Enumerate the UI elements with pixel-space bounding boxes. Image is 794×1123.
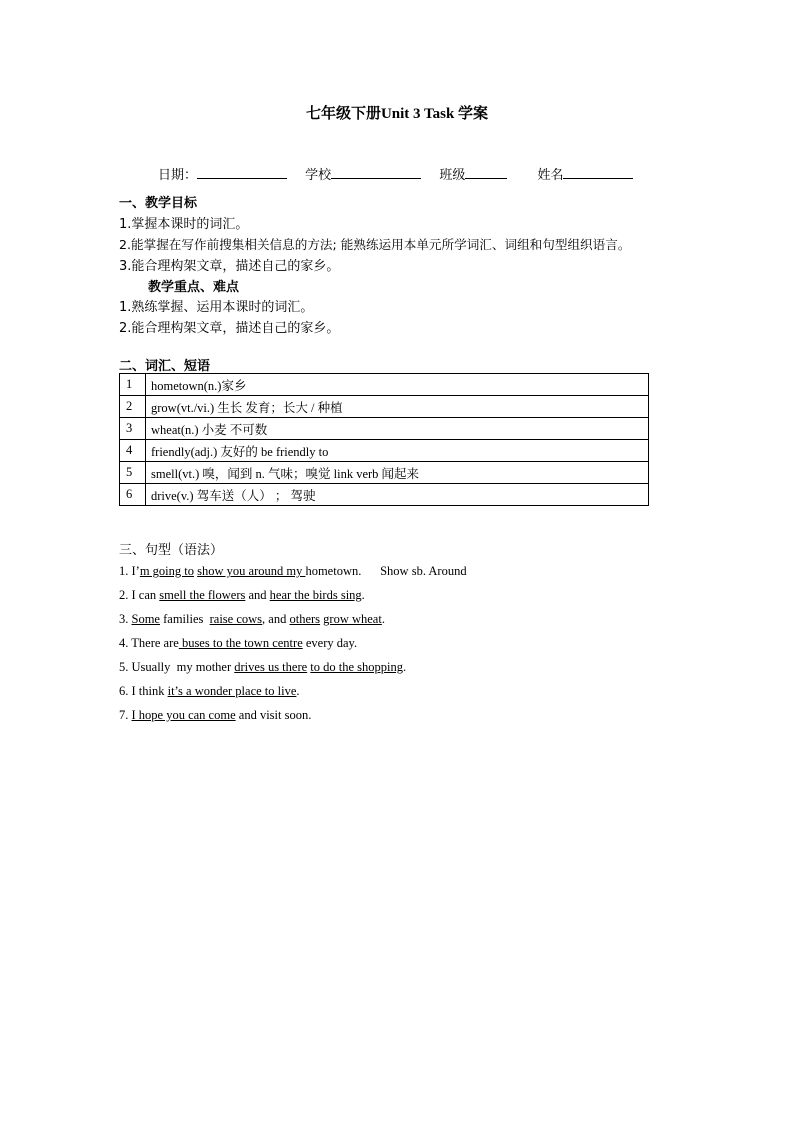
table-row: [120, 462, 649, 484]
row-number: 2: [120, 396, 146, 418]
student-info-line: [158, 164, 633, 183]
sentence-text: hometown. Show sb. Around: [305, 564, 467, 578]
row-text: grow(vt./vi.) 生长 发育；长大 / 种植: [146, 396, 649, 418]
school-blank[interactable]: [331, 164, 421, 179]
name-label: 姓名: [537, 168, 564, 183]
sentence-text: families: [159, 612, 210, 626]
section-heading-objectives: 一、教学目标: [119, 196, 198, 211]
sentence-text: 4. There are: [119, 636, 179, 650]
sentence-text: .: [296, 684, 300, 698]
row-text: smell(vt.) 嗅，闻到 n. 气味；嗅觉 link verb 闻起来: [146, 462, 649, 484]
sentence-item: [119, 708, 311, 723]
sentence-text: 6. I think: [119, 684, 168, 698]
sentence-item: [119, 612, 385, 627]
sentence-text: 3.: [119, 612, 132, 626]
row-number: 4: [120, 440, 146, 462]
sentence-text: .: [381, 612, 385, 626]
sentence-text: and visit soon.: [235, 708, 312, 722]
underlined-phrase: I hope you can come: [131, 708, 236, 722]
row-number: 1: [120, 374, 146, 396]
sentence-item: [119, 684, 300, 699]
keypoint-item: 2.能合理构架文章，描述自己的家乡。: [119, 321, 340, 336]
sentence-text: , and: [262, 612, 290, 626]
underlined-phrase: m going to: [139, 564, 194, 578]
underlined-phrase: buses to the town centre: [178, 636, 303, 650]
date-label: 日期：: [158, 168, 198, 183]
name-blank[interactable]: [563, 164, 633, 179]
underlined-phrase: Some: [131, 612, 160, 626]
section-heading-vocabulary: 二、词汇、短语: [119, 359, 211, 374]
sentence-text: .: [403, 660, 407, 674]
underlined-phrase: smell the flowers: [159, 588, 246, 602]
row-text: hometown(n.)家乡: [146, 374, 649, 396]
row-number: 5: [120, 462, 146, 484]
date-blank[interactable]: [197, 164, 287, 179]
page-title: 七年级下册Unit 3 Task 学案: [305, 106, 489, 122]
sentence-text: .: [361, 588, 365, 602]
underlined-phrase: it’s a wonder place to live: [167, 684, 297, 698]
sentence-text: 7.: [119, 708, 132, 722]
keypoint-item: 1.熟练掌握、运用本课时的词汇。: [119, 300, 314, 315]
table-row: [120, 484, 649, 506]
sentence-text: 2. I can: [119, 588, 160, 602]
underlined-phrase: grow wheat: [323, 612, 382, 626]
sentence-item: [119, 636, 357, 651]
sentence-item: [119, 660, 406, 675]
objective-item: 1.掌握本课时的词汇。: [119, 217, 249, 232]
table-row: [120, 440, 649, 462]
section-subheading-keypoints: 教学重点、难点: [148, 280, 240, 295]
sentence-text: every day.: [302, 636, 358, 650]
sentence-item: [119, 588, 365, 603]
class-blank[interactable]: [465, 164, 507, 179]
table-row: [120, 396, 649, 418]
underlined-phrase: to do the shopping: [310, 660, 404, 674]
underlined-phrase: raise cows: [209, 612, 263, 626]
underlined-phrase: hear the birds sing: [269, 588, 362, 602]
vocabulary-table: [119, 373, 649, 506]
table-row: [120, 418, 649, 440]
sentence-text: 5. Usually my mother: [119, 660, 235, 674]
row-text: wheat(n.) 小麦 不可数: [146, 418, 649, 440]
objective-item: 3.能合理构架文章，描述自己的家乡。: [119, 259, 340, 274]
objective-item: 2.能掌握在写作前搜集相关信息的方法; 能熟练运用本单元所学词汇、词组和句型组织语言。: [119, 237, 631, 252]
underlined-phrase: show you around my: [197, 564, 306, 578]
sentence-item: [119, 564, 467, 579]
school-label: 学校: [305, 168, 332, 183]
underlined-phrase: others: [289, 612, 321, 626]
section-heading-sentences: 三、句型（语法）: [119, 543, 224, 558]
table-row: [120, 374, 649, 396]
row-number: 3: [120, 418, 146, 440]
class-label: 班级: [439, 168, 466, 183]
sentence-text: 1. I’: [119, 564, 140, 578]
sentence-text: and: [245, 588, 270, 602]
row-number: 6: [120, 484, 146, 506]
row-text: friendly(adj.) 友好的 be friendly to: [146, 440, 649, 462]
underlined-phrase: drives us there: [234, 660, 308, 674]
row-text: drive(v.) 驾车送（人） ； 驾驶: [146, 484, 649, 506]
